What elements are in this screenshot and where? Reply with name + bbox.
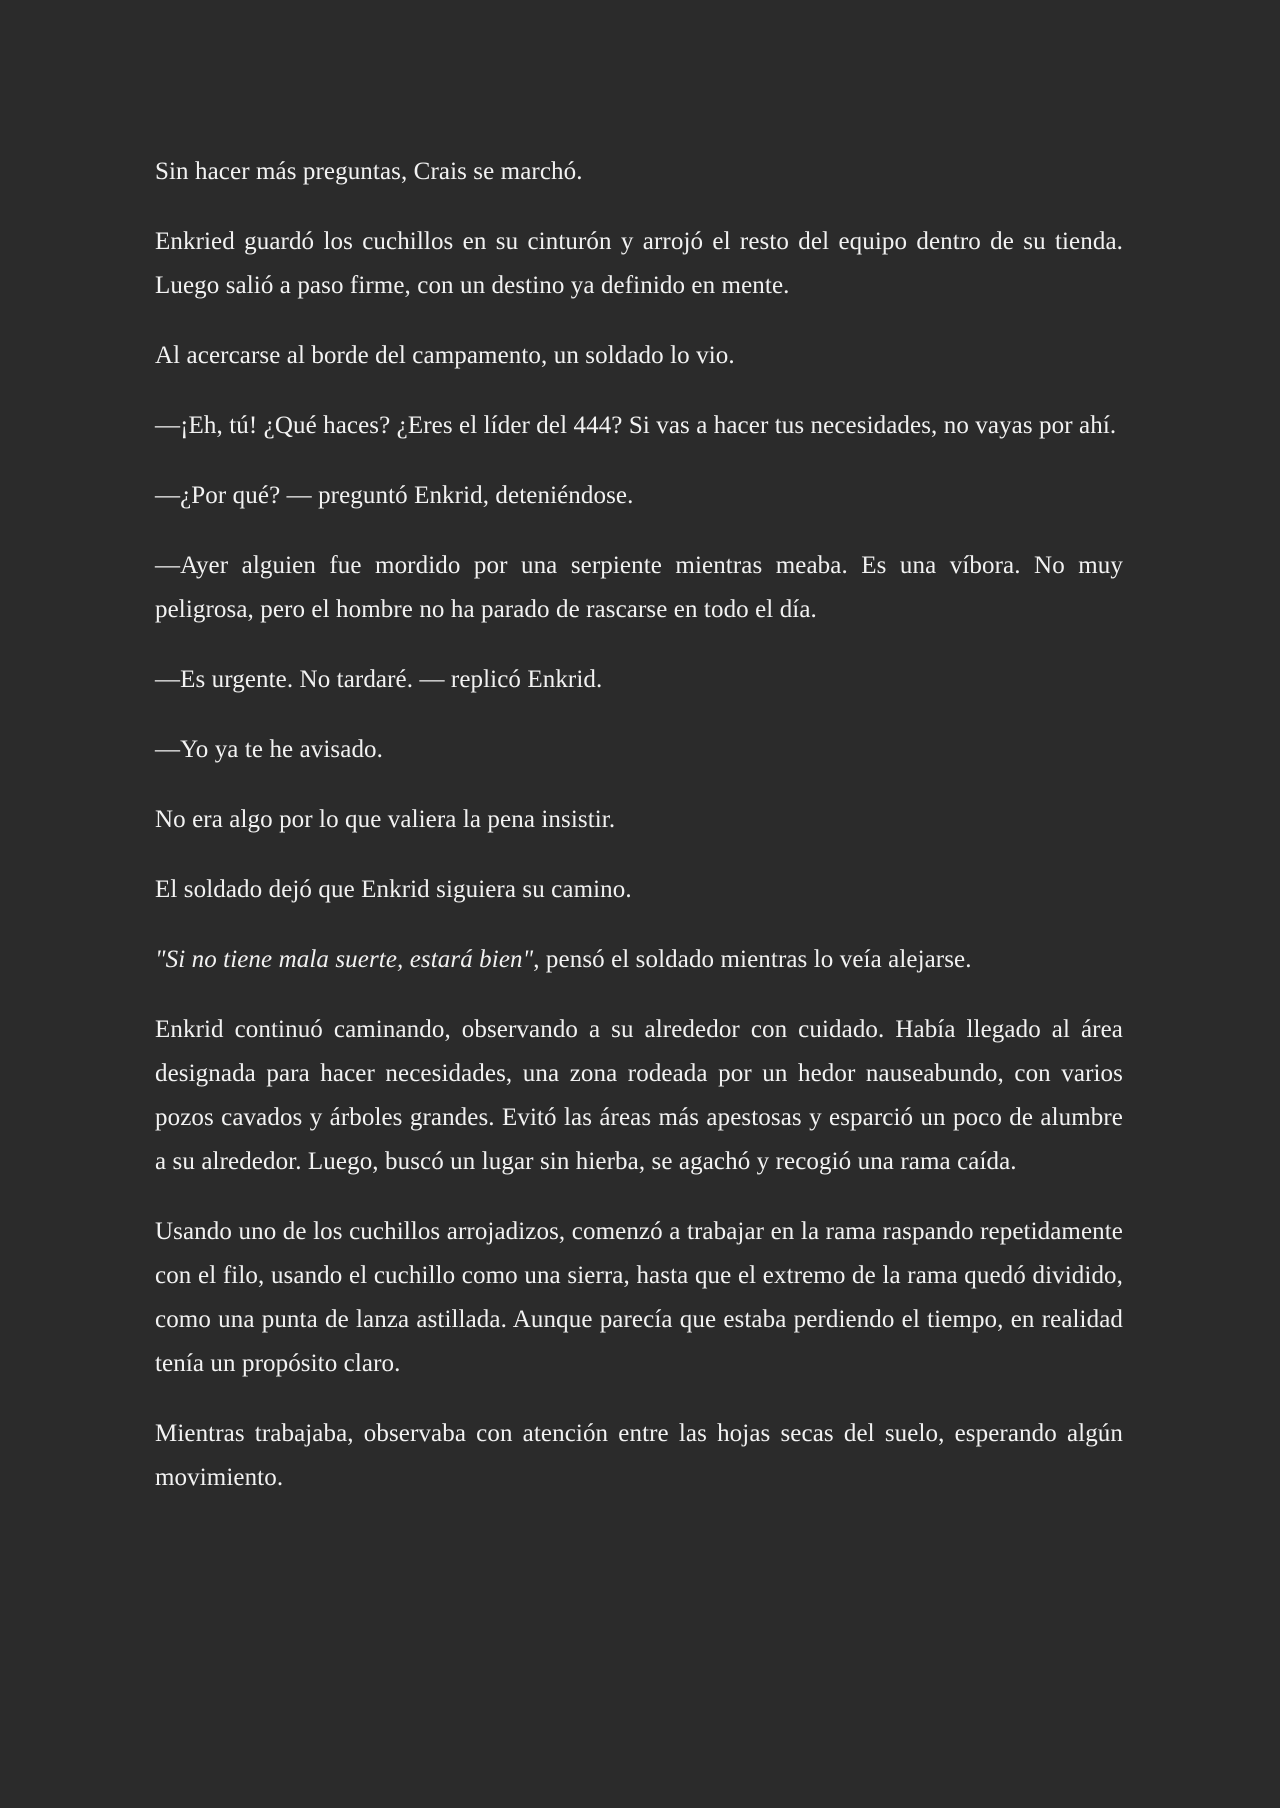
thought-rest: , pensó el soldado mientras lo veía alejarse. xyxy=(533,946,972,973)
paragraph: El soldado dejó que Enkrid siguiera su camino. xyxy=(155,876,632,903)
thought-paragraph xyxy=(155,938,1123,982)
paragraph: No era algo por lo que valiera la pena insistir. xyxy=(155,806,616,833)
paragraph: —¿Por qué? — preguntó Enkrid, deteniéndose. xyxy=(155,482,634,509)
paragraph: Enkried guardó los cuchillos en su cinturón y arrojó el resto del equipo dentro de su tienda. Luego salió a paso firme, con un destino ya definido en mente. xyxy=(155,228,1123,299)
paragraph: Mientras trabajaba, observaba con atención entre las hojas secas del suelo, esperando algún movimiento. xyxy=(155,1420,1123,1491)
paragraph: —Yo ya te he avisado. xyxy=(155,736,384,763)
paragraph: Enkrid continuó caminando, observando a su alrededor con cuidado. Había llegado al área designada para hacer necesidades, una zona rodeada por un hedor nauseabundo, con varios pozos cavados y árboles grandes. Evitó las áreas más apestosas y esparció un poco de alumbre a su alrededor. Luego, buscó un lugar sin hierba, se agachó y recogió una rama caída. xyxy=(155,1016,1123,1175)
thought-italic: "Si no tiene mala suerte, estará bien" xyxy=(155,946,534,973)
paragraph: Al acercarse al borde del campamento, un soldado lo vio. xyxy=(155,342,735,369)
chapter-text xyxy=(155,150,1123,1500)
paragraph: —Es urgente. No tardaré. — replicó Enkrid. xyxy=(155,666,603,693)
paragraph: Usando uno de los cuchillos arrojadizos, comenzó a trabajar en la rama raspando repetidamente con el filo, usando el cuchillo como una sierra, hasta que el extremo de la rama quedó dividido, como una punta de lanza astillada. Aunque parecía que estaba perdiendo el tiempo, en realidad tenía un propósito claro. xyxy=(155,1218,1123,1377)
paragraph: Sin hacer más preguntas, Crais se marchó. xyxy=(155,158,583,185)
paragraph: —¡Eh, tú! ¿Qué haces? ¿Eres el líder del 444? Si vas a hacer tus necesidades, no vayas por ahí. xyxy=(155,412,1117,439)
paragraph: —Ayer alguien fue mordido por una serpiente mientras meaba. Es una víbora. No muy peligrosa, pero el hombre no ha parado de rascarse en todo el día. xyxy=(155,552,1123,623)
